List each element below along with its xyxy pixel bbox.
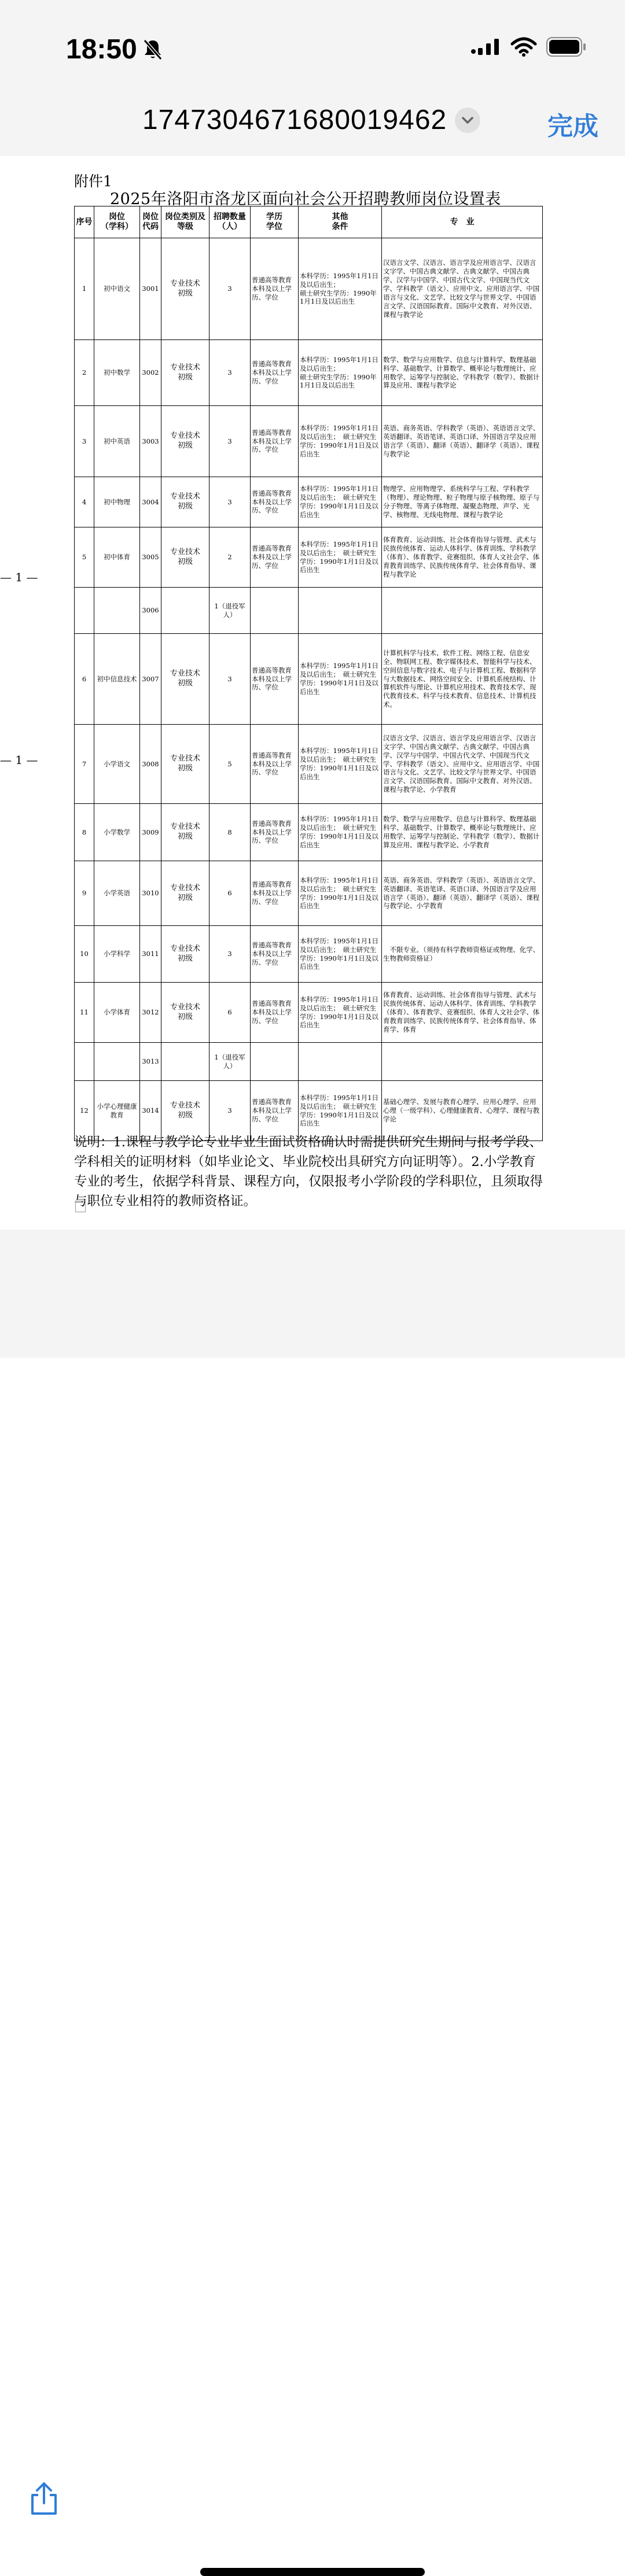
table-row [75, 1043, 543, 1081]
major-requirement [382, 1043, 543, 1081]
share-icon[interactable] [28, 2480, 60, 2517]
major-requirement: 汉语言文学、汉语言、语言学及应用语言学、汉语言文字学、中国古典文献学、古典文献学、中国古典学、汉学与中国学、中国古代文学、中国现当代文学、学科教学（语文）、应用中文、应用语言学、中国语言与文化、文艺学、比较文学与世界文学、中国语言文学、汉语国际教育、国际中文教育、对外汉语、课程与教学论、小学教育 [382, 725, 543, 804]
position-subject: 初中体育 [94, 527, 140, 588]
position-subject: 初中语文 [94, 238, 140, 340]
silent-bell-icon [142, 38, 163, 61]
major-requirement: 物理学、应用物理学、系统科学与工程、学科教学（物理）、理论物理、粒子物理与原子核物理、原子与分子物理、等离子体物理、凝聚态物理、声学、光学、核物理、无线电物理、课程与教学论 [382, 477, 543, 527]
position-category: 专业技术 初级 [161, 527, 209, 588]
attachment-label: 附件1 [74, 173, 112, 190]
row-number: 8 [75, 804, 94, 861]
table-row [75, 1081, 543, 1141]
bottom-toolbar [0, 1230, 625, 1358]
position-subject [94, 1043, 140, 1081]
position-category: 专业技术 初级 [161, 477, 209, 527]
major-requirement: 英语、商务英语、学科教学（英语）、英语语言文学、英语翻译、英语笔译、英语口译、外国语言学及应用语言学（英语）、翻译（英语）、翻译学（英语）、课程与教学论 [382, 406, 543, 477]
position-category: 专业技术 初级 [161, 983, 209, 1043]
education-requirement: 普通高等教育本科及以上学历、学位 [251, 804, 299, 861]
position-code: 3009 [140, 804, 161, 861]
other-conditions: 本科学历：1995年1月1日及以后出生； 硕士研究生学历：1990年1月1日及以后出生 [299, 238, 382, 340]
recruit-count: 3 [209, 406, 251, 477]
major-requirement: 数学、数学与应用数学、信息与计算科学、数理基础科学、基础数学、计算数学、概率论与数理统计、应用数学、运筹学与控制论、学科教学（数学）、数据计算及应用、课程与教学论 [382, 340, 543, 406]
recruit-count: 3 [209, 1081, 251, 1141]
table-row [75, 238, 543, 340]
other-conditions: 本科学历：1995年1月1日及以后出生； 硕士研究生学历：1990年1月1日及以后出生 [299, 634, 382, 725]
top-bar [0, 0, 625, 157]
position-subject: 小学语文 [94, 725, 140, 804]
row-number: 1 [75, 238, 94, 340]
recruit-count: 1（退役军人） [209, 1043, 251, 1081]
other-conditions: 本科学历：1995年1月1日及以后出生； 硕士研究生学历：1990年1月1日及以后出生 [299, 477, 382, 527]
header-cell: 专 业 [382, 206, 543, 238]
major-requirement: 英语、商务英语、学科教学（英语）、英语语言文学、英语翻译、英语笔译、英语口译、外国语言学及应用语言学（英语）、翻译（英语）、翻译学（英语）、课程与教学论、小学教育 [382, 861, 543, 926]
education-requirement: 普通高等教育本科及以上学历、学位 [251, 983, 299, 1043]
other-conditions: 本科学历：1995年1月1日及以后出生； 硕士研究生学历：1990年1月1日及以后出生 [299, 861, 382, 926]
row-number: 7 [75, 725, 94, 804]
recruit-count: 2 [209, 527, 251, 588]
education-requirement: 普通高等教育本科及以上学历、学位 [251, 634, 299, 725]
position-category [161, 1043, 209, 1081]
position-subject: 小学英语 [94, 861, 140, 926]
header-cell: 学历 学位 [251, 206, 299, 238]
table-row [75, 725, 543, 804]
header-cell: 招聘数量 （人） [209, 206, 251, 238]
position-category: 专业技术 初级 [161, 238, 209, 340]
education-requirement [251, 588, 299, 634]
table-row [75, 406, 543, 477]
table-row [75, 477, 543, 527]
major-requirement: 计算机科学与技术、软件工程、网络工程、信息安全、物联网工程、数字媒体技术、智能科学与技术、空间信息与数字技术、电子与计算机工程、数据科学与大数据技术、网络空间安全、计算机系统结构、计算机软件与理论、计算机应用技术、教育技术学、现代教育技术、科学与技术教育、信息技术、计算机技术。 [382, 634, 543, 725]
major-requirement: 体育教育、运动训练、社会体育指导与管理、武术与民族传统体育、运动人体科学、体育训练、学科教学（体育）、体育教学、竞赛组织、体育人文社会学、体育教育训练学、民族传统体育学、社会体育指导、课程与教学论 [382, 527, 543, 588]
document-file-name: 1747304671680019462 [142, 105, 447, 135]
row-number: 6 [75, 634, 94, 725]
page-checkbox-glyph [75, 1201, 86, 1212]
status-icons [470, 37, 587, 57]
title-menu-button[interactable] [455, 108, 480, 133]
other-conditions: 本科学历：1995年1月1日及以后出生； 硕士研究生学历：1990年1月1日及以后出生 [299, 983, 382, 1043]
page-marker: — 1 — [0, 570, 38, 584]
chevron-down-icon [455, 108, 480, 133]
table-row [75, 804, 543, 861]
recruit-count: 3 [209, 340, 251, 406]
position-code: 3004 [140, 477, 161, 527]
position-code: 3001 [140, 238, 161, 340]
row-number: 2 [75, 340, 94, 406]
position-category: 专业技术 初级 [161, 406, 209, 477]
education-requirement: 普通高等教育本科及以上学历、学位 [251, 861, 299, 926]
row-number: 11 [75, 983, 94, 1043]
row-number: 12 [75, 1081, 94, 1141]
recruit-count: 5 [209, 725, 251, 804]
row-number: 9 [75, 861, 94, 926]
position-category: 专业技术 初级 [161, 926, 209, 983]
position-subject: 初中物理 [94, 477, 140, 527]
position-subject: 小学科学 [94, 926, 140, 983]
recruit-count: 6 [209, 861, 251, 926]
table-row [75, 588, 543, 634]
education-requirement: 普通高等教育本科及以上学历、学位 [251, 1081, 299, 1141]
header-cell: 序号 [75, 206, 94, 238]
other-conditions: 本科学历：1995年1月1日及以后出生； 硕士研究生学历：1990年1月1日及以后出生 [299, 527, 382, 588]
battery-icon [546, 37, 587, 57]
position-subject: 小学心理健康教育 [94, 1081, 140, 1141]
table-row [75, 926, 543, 983]
table-row [75, 527, 543, 588]
education-requirement: 普通高等教育本科及以上学历、学位 [251, 926, 299, 983]
position-code: 3007 [140, 634, 161, 725]
home-indicator[interactable] [200, 2568, 425, 2576]
position-code: 3006 [140, 588, 161, 634]
positions-table [74, 206, 543, 1141]
header-cell: 其他 条件 [299, 206, 382, 238]
position-code: 3011 [140, 926, 161, 983]
other-conditions: 本科学历：1995年1月1日及以后出生； 硕士研究生学历：1990年1月1日及以后出生 [299, 725, 382, 804]
row-number: 4 [75, 477, 94, 527]
position-code: 3003 [140, 406, 161, 477]
other-conditions: 本科学历：1995年1月1日及以后出生； 硕士研究生学历：1990年1月1日及以后出生 [299, 406, 382, 477]
recruit-count: 6 [209, 983, 251, 1043]
row-number: 3 [75, 406, 94, 477]
cellular-signal-icon [470, 38, 501, 56]
education-requirement: 普通高等教育本科及以上学历、学位 [251, 238, 299, 340]
row-number [75, 588, 94, 634]
major-requirement: 基础心理学、发展与教育心理学、应用心理学、应用心理（一级学科）、心理健康教育、心理学、课程与教学论 [382, 1081, 543, 1141]
major-requirement: 体育教育、运动训练、社会体育指导与管理、武术与民族传统体育、运动人体科学、体育训练、学科教学（体育）、体育教学、竞赛组织、体育人文社会学、体育教育训练学、民族传统体育学、社会体育指导、体育学、体育 [382, 983, 543, 1043]
document-page [0, 156, 625, 1229]
major-requirement: 汉语言文学、汉语言、语言学及应用语言学、汉语言文字学、中国古典文献学、古典文献学、中国古典学、汉学与中国学、中国古代文学、中国现当代文学、学科教学（语文）、应用中文、应用语言学、中国语言与文化、文艺学、比较文学与世界文学、中国语言文学、汉语国际教育、国际中文教育、对外汉语、课程与教学论 [382, 238, 543, 340]
education-requirement: 普通高等教育本科及以上学历、学位 [251, 406, 299, 477]
position-category: 专业技术 初级 [161, 1081, 209, 1141]
other-conditions: 本科学历：1995年1月1日及以后出生； 硕士研究生学历：1990年1月1日及以后出生 [299, 340, 382, 406]
position-code: 3008 [140, 725, 161, 804]
table-row [75, 983, 543, 1043]
recruit-count: 3 [209, 477, 251, 527]
education-requirement: 普通高等教育本科及以上学历、学位 [251, 527, 299, 588]
document-title: 2025年洛阳市洛龙区面向社会公开招聘教师岗位设置表 [110, 190, 501, 208]
header-cell: 岗位 （学科） [94, 206, 140, 238]
wifi-icon [510, 37, 537, 57]
position-code: 3012 [140, 983, 161, 1043]
position-subject: 初中信息技术 [94, 634, 140, 725]
position-subject: 初中数学 [94, 340, 140, 406]
recruit-count: 3 [209, 238, 251, 340]
position-category: 专业技术 初级 [161, 861, 209, 926]
other-conditions: 本科学历：1995年1月1日及以后出生； 硕士研究生学历：1990年1月1日及以后出生 [299, 1081, 382, 1141]
position-subject: 初中英语 [94, 406, 140, 477]
education-requirement [251, 1043, 299, 1081]
other-conditions: 本科学历：1995年1月1日及以后出生； 硕士研究生学历：1990年1月1日及以后出生 [299, 926, 382, 983]
table-row [75, 340, 543, 406]
position-subject: 小学数学 [94, 804, 140, 861]
education-requirement: 普通高等教育本科及以上学历、学位 [251, 477, 299, 527]
row-number: 10 [75, 926, 94, 983]
table-note: 说明：1.课程与教学论专业毕业生面试资格确认时需提供研究生期间与报考学段、学科相关的证明材料（如毕业论文、毕业院校出具研究方向证明等）。2.小学教育专业的考生，依据学科背景、课程方向，仅限报考小学阶段的学科职位，且须取得与职位专业相符的教师资格证。 [74, 1135, 543, 1209]
position-category: 专业技术 初级 [161, 725, 209, 804]
recruit-count: 3 [209, 926, 251, 983]
position-code: 3002 [140, 340, 161, 406]
done-button[interactable]: 完成 [547, 112, 598, 141]
row-number: 5 [75, 527, 94, 588]
table-row [75, 634, 543, 725]
other-conditions: 本科学历：1995年1月1日及以后出生； 硕士研究生学历：1990年1月1日及以后出生 [299, 804, 382, 861]
position-category: 专业技术 初级 [161, 804, 209, 861]
table-header-row [75, 206, 543, 238]
position-code: 3014 [140, 1081, 161, 1141]
other-conditions [299, 1043, 382, 1081]
position-subject: 小学体育 [94, 983, 140, 1043]
position-code: 3005 [140, 527, 161, 588]
position-category: 专业技术 初级 [161, 634, 209, 725]
major-requirement: 数学、数学与应用数学、信息与计算科学、数理基础科学、基础数学、计算数学、概率论与数理统计、应用数学、运筹学与控制论、学科教学（数学）、数据计算及应用、课程与教学论、小学教育 [382, 804, 543, 861]
recruit-count: 1（退役军人） [209, 588, 251, 634]
position-category: 专业技术 初级 [161, 340, 209, 406]
major-requirement [382, 588, 543, 634]
position-category [161, 588, 209, 634]
page-marker: — 1 — [0, 753, 38, 767]
header-cell: 岗位类别及 等级 [161, 206, 209, 238]
other-conditions [299, 588, 382, 634]
recruit-count: 8 [209, 804, 251, 861]
table-row [75, 861, 543, 926]
recruit-count: 3 [209, 634, 251, 725]
status-time: 18:50 [66, 34, 137, 65]
header-cell: 岗位 代码 [140, 206, 161, 238]
position-code: 3010 [140, 861, 161, 926]
education-requirement: 普通高等教育本科及以上学历、学位 [251, 725, 299, 804]
row-number [75, 1043, 94, 1081]
education-requirement: 普通高等教育本科及以上学历、学位 [251, 340, 299, 406]
major-requirement: 不限专业。（须持有科学教师资格证或物理、化学、生物教师资格证） [382, 926, 543, 983]
position-subject [94, 588, 140, 634]
position-code: 3013 [140, 1043, 161, 1081]
